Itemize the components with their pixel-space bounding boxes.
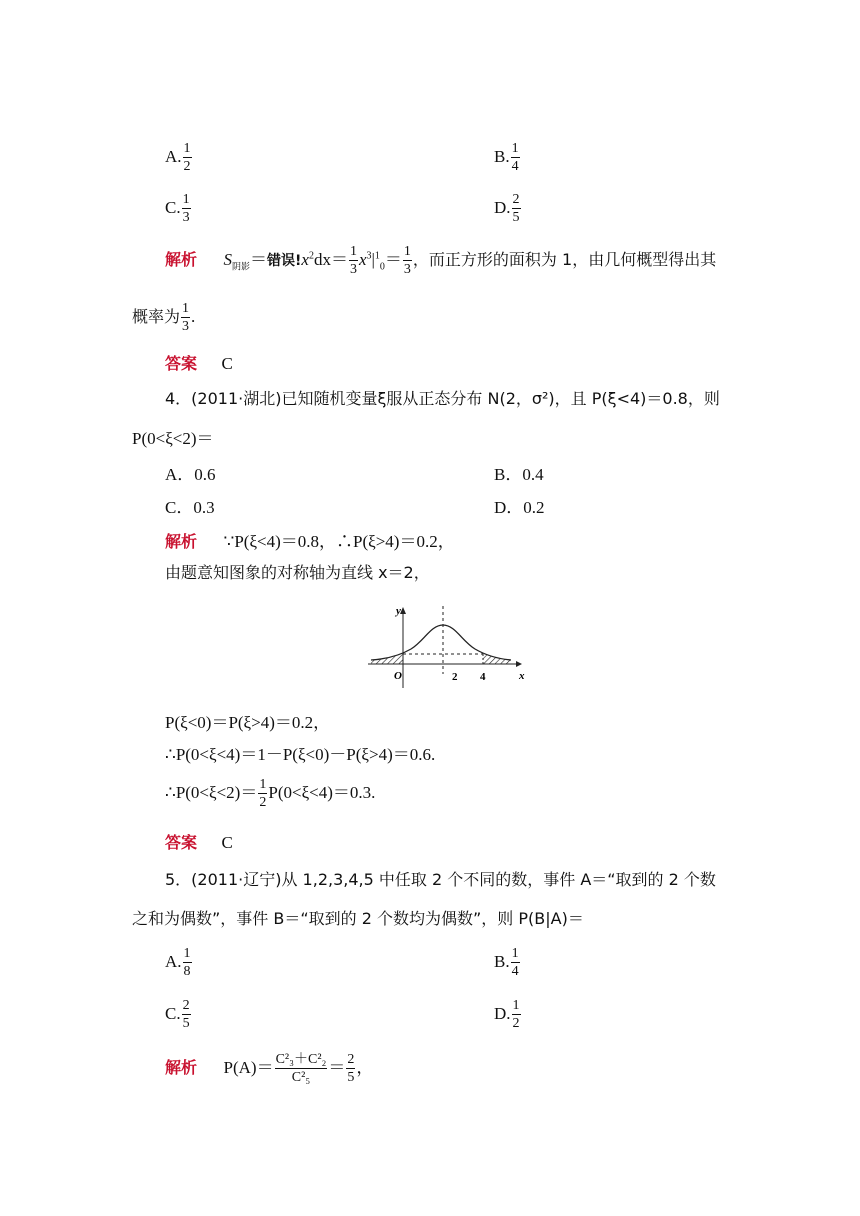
answer-label: 答案 xyxy=(165,833,198,852)
normal-curve xyxy=(371,625,511,660)
q3-analysis: 解析 $S_{阴影}=$错误$!x^2dx=$ $\frac{1}{3}$ $x^3|^1_0=$ $\frac{1}{3}$ ，而正方形的面积为 1，由几何概型得出其 xyxy=(165,244,717,277)
q3-analysis-line2: 概率为 $\frac{1}{3}$ . xyxy=(132,301,196,334)
q4-stem-line1: 4．(2011·湖北)已知随机变量ξ服从正态分布 N(2，σ²)，且 P(ξ<4)＝0.8，则 xyxy=(165,389,720,408)
q4-line4: ∴P(0<ξ<4)＝1－P(ξ<0)－P(ξ>4)＝0.6. xyxy=(165,745,436,764)
y-axis-arrow xyxy=(400,607,406,614)
q5-stem-line2: 之和为偶数”，事件 B＝“取到的 2 个数均为偶数”，则 P(B|A)＝ xyxy=(132,909,584,928)
q3-answer: 答案 C xyxy=(165,354,233,373)
q4-option-b: B．0.4 xyxy=(494,465,544,484)
x-axis-arrow xyxy=(516,661,522,667)
q5-option-c: C. $\frac{2}{5}$ xyxy=(165,998,190,1031)
answer-label: 答案 xyxy=(165,354,198,373)
q5-option-d: D. $\frac{1}{2}$ xyxy=(494,998,520,1031)
q4-stem-line2: P(0<ξ<2)＝ xyxy=(132,429,214,448)
q3-option-a: A. $\frac{1}{2}$ xyxy=(165,141,191,174)
q3-option-b: B. $\frac{1}{4}$ xyxy=(494,141,519,174)
x-label: x xyxy=(519,670,525,682)
y-label: y xyxy=(396,605,401,617)
q5-option-a: A. $\frac{1}{8}$ xyxy=(165,946,191,979)
analysis-label: 解析 xyxy=(165,1057,198,1077)
q4-analysis-line1: 解析 ∵P(ξ<4)＝0.8，∴P(ξ>4)＝0.2， xyxy=(165,532,455,551)
q5-analysis: 解析 P(A)＝ $\frac{\text{C²₃＋C²₂}}{\text{C²₅}}$ ＝ $\frac{2}{5}$ ， xyxy=(165,1052,374,1085)
origin-label: O xyxy=(394,670,402,682)
q5-stem-line1: 5．(2011·辽宁)从 1,2,3,4,5 中任取 2 个不同的数，事件 A＝“取到的 2 个数 xyxy=(165,870,716,889)
q4-option-a: A．0.6 xyxy=(165,465,216,484)
q4-line3: P(ξ<0)＝P(ξ>4)＝0.2， xyxy=(165,713,331,732)
analysis-label: 解析 xyxy=(165,249,198,269)
q4-line5: ∴P(0<ξ<2)＝ $\frac{1}{2}$ P(0<ξ<4)＝0.3. xyxy=(165,777,376,810)
q3-option-d: D. $\frac{2}{5}$ xyxy=(494,192,520,225)
analysis-label: 解析 xyxy=(165,532,198,551)
q4-option-c: C．0.3 xyxy=(165,498,215,517)
q4-answer: 答案 C xyxy=(165,833,233,852)
normal-curve-graph xyxy=(366,600,536,692)
tick-2-label: 2 xyxy=(452,671,458,683)
q4-option-d: D．0.2 xyxy=(494,498,545,517)
tick-4-label: 4 xyxy=(480,671,486,683)
q5-option-b: B. $\frac{1}{4}$ xyxy=(494,946,519,979)
q3-option-c: C. $\frac{1}{3}$ xyxy=(165,192,190,225)
q4-analysis-line2: 由题意知图象的对称轴为直线 x＝2， xyxy=(165,563,430,582)
